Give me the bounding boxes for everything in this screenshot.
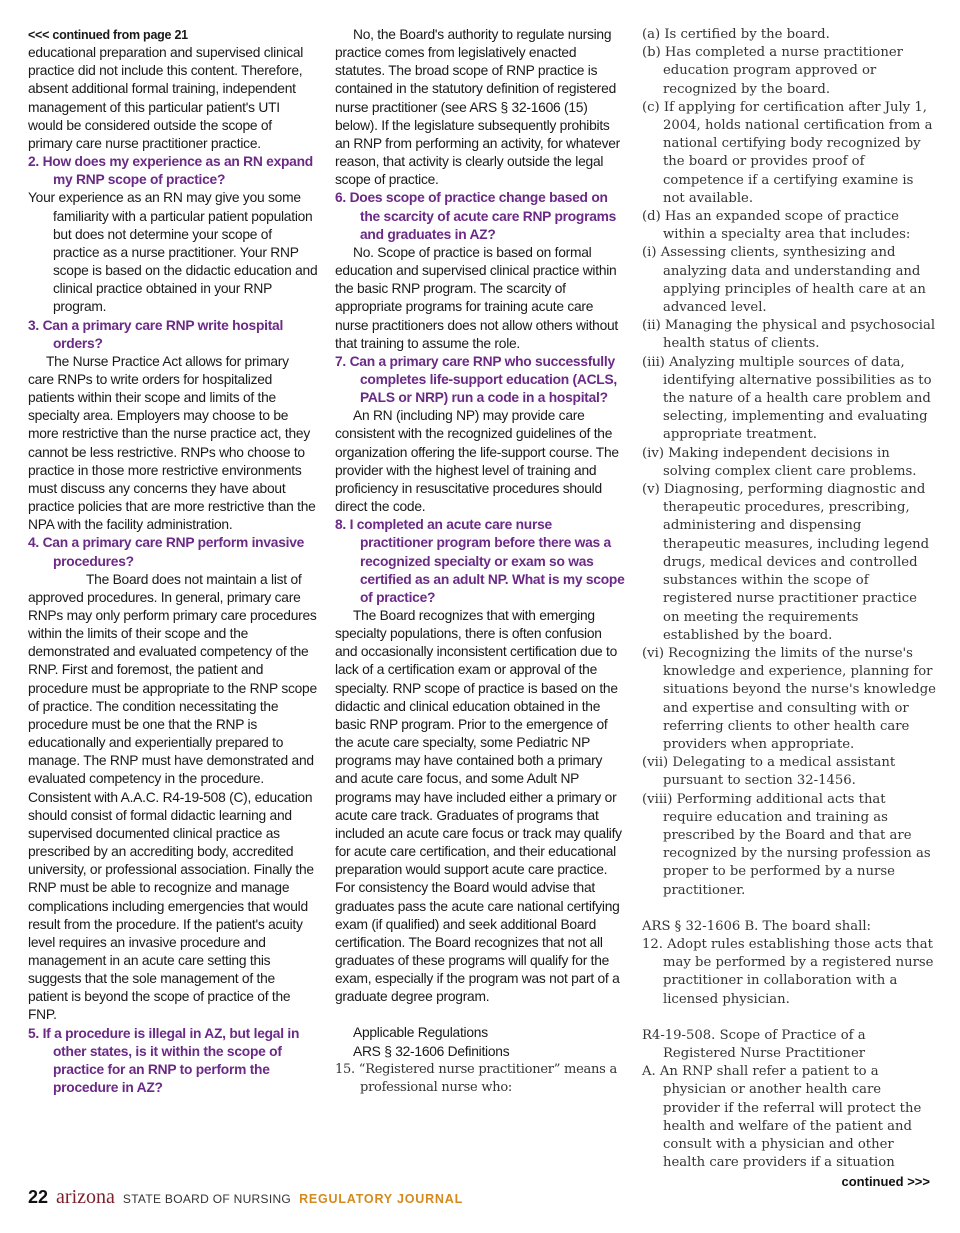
column-right [642, 26, 937, 1172]
page-number: 22 [28, 1187, 49, 1207]
subitem-iii: (iii) Analyzing multiple sources of data, identifying alternative possibilities as to the nature of a health care problem and selecting, implementing and evaluating appropriate treatment. [642, 354, 932, 443]
brand-logo: arizona [56, 1186, 115, 1208]
subitem-ii: (ii) Managing the physical and psychosocial health status of clients. [642, 318, 936, 352]
answer-4: The Board does not maintain a list of approved procedures. In general, primary care RNPs may only perform primary care procedures within the limits of their scope and the demonstrated and evaluated competency of the RNP. First and foremost, the patient and procedure must be appropriate to the RNP scope of practice. The condition necessitating the procedure must be one that the RNP is educationally and experientially prepared to manage. The RNP must have demonstrated and evaluated competency in the procedure. Consistent with A.A.C. R4-19-508 (C), education should consist of formal didactic learning and supervised documented clinical practice as prescribed by an accrediting body, accredited university, or professional association. Finally the RNP must be able to recognize and manage complications including emergencies that would result from the procedure. If the patient's acuity level requires an invasive procedure and management in an acute care setting this suggests that the sole management of the patient is beyond the scope of practice of the FNP. [28, 571, 317, 1023]
regulations-heading: Applicable Regulations [353, 1025, 488, 1041]
journal-name: REGULATORY JOURNAL [299, 1192, 464, 1206]
definition-item-d: (d) Has an expanded scope of practice within a specialty area that includes: [642, 209, 911, 243]
paragraph: No, the Board's authority to regulate nursing practice comes from legislatively enacted statutes. The broad scope of RNP practice is contained in the statutory definition of registered nurse practitioner (see ARS § 32-1606 (15) below). If the legislature subsequently prohibits an RNP from performing an activity, for whatever reason, that activity is clearly outside the legal scope of practice. [335, 27, 621, 188]
ars-section-b: ARS § 32-1606 B. The board shall: [642, 918, 871, 934]
answer-7: An RN (including NP) may provide care consistent with the recognized guidelines of the organization offering the life-support course. The provider with the highest level of training and proficiency in resuscitative procedures should direct the code. [335, 408, 619, 515]
answer-3: The Nurse Practice Act allows for primary care RNPs to write orders for hospitalized patients within their scope and limits of the specialty area. Employers may choose to be more restrictive than the nurse practice act, they cannot be less restrictive. RNPs who choose to practice in those more restrictive environments must discuss any concerns they have about practice policies that are more restrictive than the NPA with the facility administration. [28, 353, 316, 533]
definition-item-c: (c) If applying for certification after July 1, 2004, holds national certification from a national certifying body recognized by the board or provides proof of competence if a certifying examine is not available. [642, 99, 933, 206]
definition-item-a: (a) Is certified by the board. [642, 27, 830, 42]
board-name: STATE BOARD OF NURSING [122, 1192, 292, 1206]
regulation-reference: ARS § 32-1606 Definitions [353, 1043, 510, 1059]
question-5: 5. If a procedure is illegal in AZ, but legal in other states, is it within the scope of practice for an RNP to perform the procedure in AZ? [28, 1025, 300, 1096]
question-4: 4. Can a primary care RNP perform invasive procedures? [28, 535, 305, 569]
subitem-vii: (vii) Delegating to a medical assistant pursuant to section 32-1456. [642, 755, 896, 789]
answer-8: The Board recognizes that with emerging specialty populations, there is often confusion and occasionally inconsistent certification due to lack of a certification exam or approval of the specialty. RNP scope of practice is based on the didactic and clinical education obtained in the basic RNP program. Prior to the emergence of the acute care specialty, some Pediatric NP programs may have contained both a primary and acute care focus, and some Adult NP programs may have included either a primary or acute care track. Graduates of programs that included an acute care focus or track may qualify for acute care certification, and their educational preparation would support acute care practice. For consistency the Board would advise that graduates pass the acute care national certifying exam (if qualified) and seek additional Board certification. The Board recognizes that not all graduates of these programs will qualify for the exam, especially if the program was not part of a graduate degree program. [335, 608, 622, 1005]
rule-12: 12. Adopt rules establishing those acts that may be performed by a registered nurse practitioner in collaboration with a licensed physician. [642, 936, 934, 1007]
subitem-vi: (vi) Recognizing the limits of the nurse's knowledge and experience, planning for situations beyond the nurse's knowledge and expertise and consulting with or referring clients to other health care providers when appropriate. [642, 645, 936, 752]
question-2: 2. How does my experience as an RN expand my RNP scope of practice? [28, 154, 313, 188]
rule-r4-19-508-title: R4-19-508. Scope of Practice of a Registered Nurse Practitioner [642, 1027, 866, 1061]
answer-2: Your experience as an RN may give you some familiarity with a particular patient population but does not determine your scope of practice as a nurse practitioner. Your RNP scope is based on the didactic education and clinical practice obtained in your RNP program. [28, 190, 318, 315]
question-8: 8. I completed an acute care nurse practitioner program before there was a recognized specialty or exam so was certified as an adult NP. What is my scope of practice? [335, 517, 625, 605]
regulation-definition-15: 15. “Registered nurse practitioner” means a professional nurse who: [335, 1061, 617, 1095]
question-7: 7. Can a primary care RNP who successfully completes life-support education (ACLS, PALS or NRP) run a code in a hospital? [335, 353, 618, 406]
subitem-v: (v) Diagnosing, performing diagnostic and therapeutic procedures, prescribing, administering and dispensing therapeutic measures, including legend drugs, medical devices and controlled substances within the scope of registered nurse practitioner practice on meeting the requirements established by the board. [642, 482, 930, 643]
column-left [28, 26, 318, 1097]
question-3: 3. Can a primary care RNP write hospital orders? [28, 317, 284, 351]
subitem-i: (i) Assessing clients, synthesizing and analyzing data and understanding and applying principles of health care at an advanced level. [642, 245, 926, 316]
rule-a: A. An RNP shall refer a patient to a physician or another health care provider if the referral will protect the health and welfare of the patient and consult with a physician and other health care providers if a situation [642, 1064, 922, 1171]
subitem-viii: (viii) Performing additional acts that require education and training as prescribed by the Board and that are recognized by the nursing profession as proper to be performed by a nurse practitioner. [642, 791, 931, 898]
paragraph: educational preparation and supervised clinical practice did not include this content. Therefore, absent additional formal training, independent management of this particular patient's UTI would be considered outside the scope of primary care nurse practitioner practice. [28, 45, 304, 151]
continued-from-label: <<< continued from page 21 [28, 28, 188, 42]
column-middle [335, 26, 627, 1097]
question-6: 6. Does scope of practice change based on the scarcity of acute care RNP programs and graduates in AZ? [335, 190, 617, 242]
page-footer [28, 1186, 463, 1209]
definition-item-b: (b) Has completed a nurse practitioner education program approved or recognized by the board. [642, 45, 903, 97]
answer-6: No. Scope of practice is based on formal education and supervised clinical practice within the basic RNP program. The scarcity of appropriate programs for training acute care nurse practitioners does not allow others without that training to assume the role. [335, 244, 619, 351]
continued-label: continued >>> [841, 1174, 930, 1189]
subitem-iv: (iv) Making independent decisions in solving complex client care problems. [642, 445, 917, 479]
